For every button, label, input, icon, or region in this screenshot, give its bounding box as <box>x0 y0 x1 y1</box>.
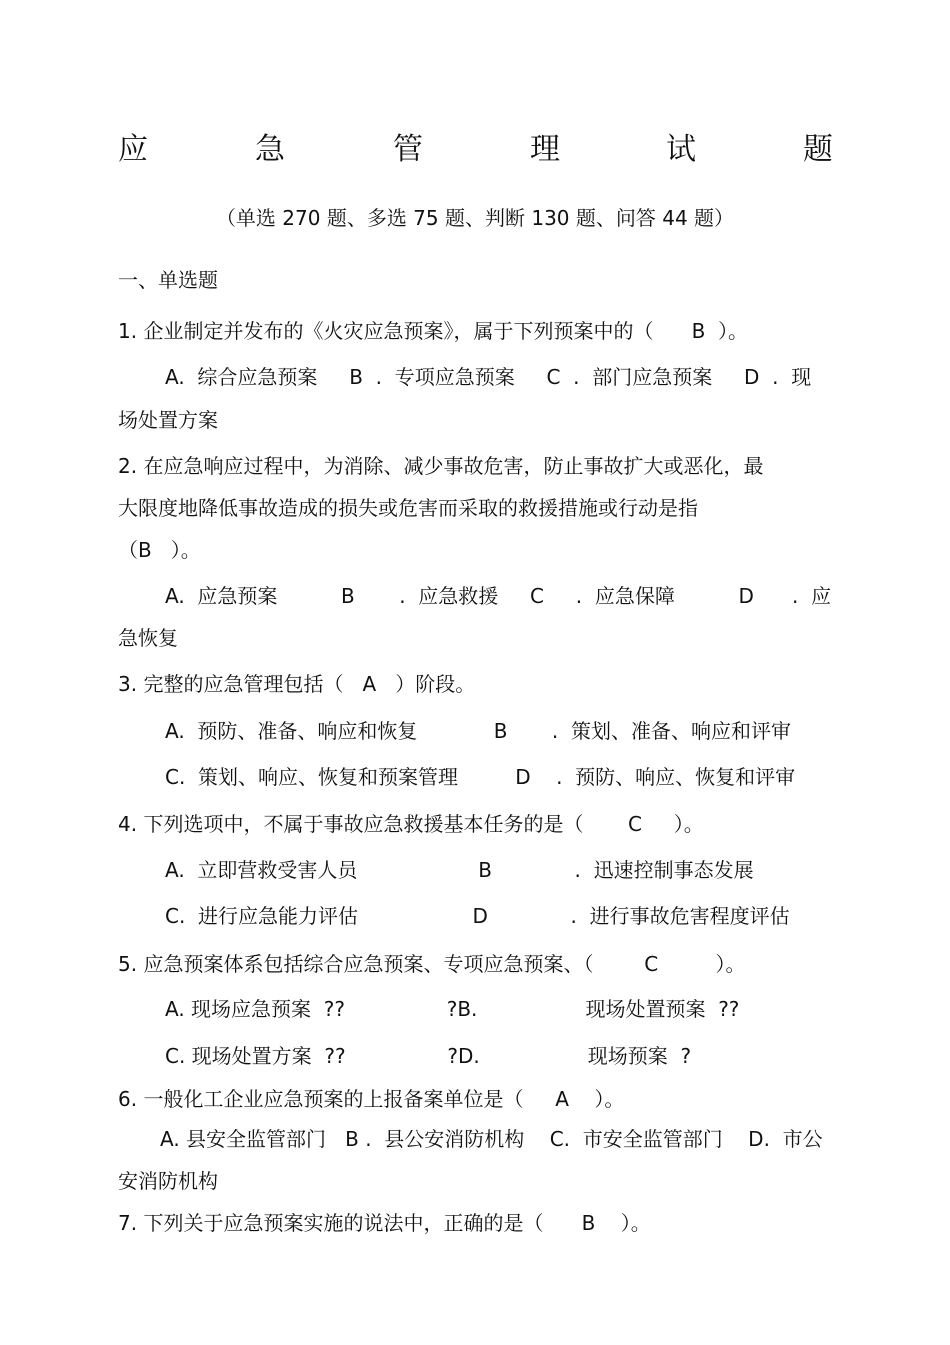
title-char-6: 题 <box>803 132 833 167</box>
question-2-options-cont: 急恢复 <box>118 626 178 650</box>
question-1-options-cont: 场处置方案 <box>118 408 218 432</box>
question-6-options: A. 县安全监管部门 B . 县公安消防机构 C. 市安全监管部门 D. 市公 <box>160 1127 823 1151</box>
question-4: 4. 下列选项中，不属于事故应急救援基本任务的是（ C ）。 <box>118 812 704 836</box>
question-5-options-2: C. 现场处置方案 ?? ?D. 现场预案 ? <box>165 1044 692 1068</box>
title-char-1: 应 <box>118 132 148 167</box>
subtitle: （单选 270 题、多选 75 题、判断 130 题、问答 44 题） <box>215 206 735 230</box>
question-4-options-2: C. 进行应急能力评估 D . 进行事故危害程度评估 <box>165 904 790 928</box>
question-3-options-1: A. 预防、准备、响应和恢复 B . 策划、准备、响应和评审 <box>165 719 791 743</box>
title-char-5: 试 <box>666 132 696 167</box>
title-char-2: 急 <box>255 132 285 167</box>
question-3: 3. 完整的应急管理包括（ A ）阶段。 <box>118 672 476 696</box>
question-5: 5. 应急预案体系包括综合应急预案、专项应急预案、（ C ）。 <box>118 952 746 976</box>
question-1-options: A. 综合应急预案 B . 专项应急预案 C . 部门应急预案 D . 现 <box>165 365 812 389</box>
question-2-line-3: （B ）。 <box>118 538 201 562</box>
question-1: 1. 企业制定并发布的《火灾应急预案》，属于下列预案中的（ B ）。 <box>118 319 749 343</box>
question-2-line-1: 2. 在应急响应过程中，为消除、减少事故危害，防止事故扩大或恶化，最 <box>118 454 764 478</box>
question-4-options-1: A. 立即营救受害人员 B . 迅速控制事态发展 <box>165 858 754 882</box>
question-6-options-cont: 安消防机构 <box>118 1169 218 1193</box>
section-heading: 一、单选题 <box>118 268 218 292</box>
title-char-4: 理 <box>530 132 560 167</box>
question-3-options-2: C. 策划、响应、恢复和预案管理 D . 预防、响应、恢复和评审 <box>165 765 796 789</box>
question-2-line-2: 大限度地降低事故造成的损失或危害而采取的救援措施或行动是指 <box>118 496 698 520</box>
question-6: 6. 一般化工企业应急预案的上报备案单位是（ A ）。 <box>118 1087 625 1111</box>
question-5-options-1: A. 现场应急预案 ?? ?B. 现场处置预案 ?? <box>165 997 740 1021</box>
question-7: 7. 下列关于应急预案实施的说法中，正确的是（ B ）。 <box>118 1211 651 1235</box>
title-char-3: 管 <box>393 132 423 167</box>
question-2-options: A. 应急预案 B . 应急救援 C . 应急保障 D . 应 <box>165 584 832 608</box>
